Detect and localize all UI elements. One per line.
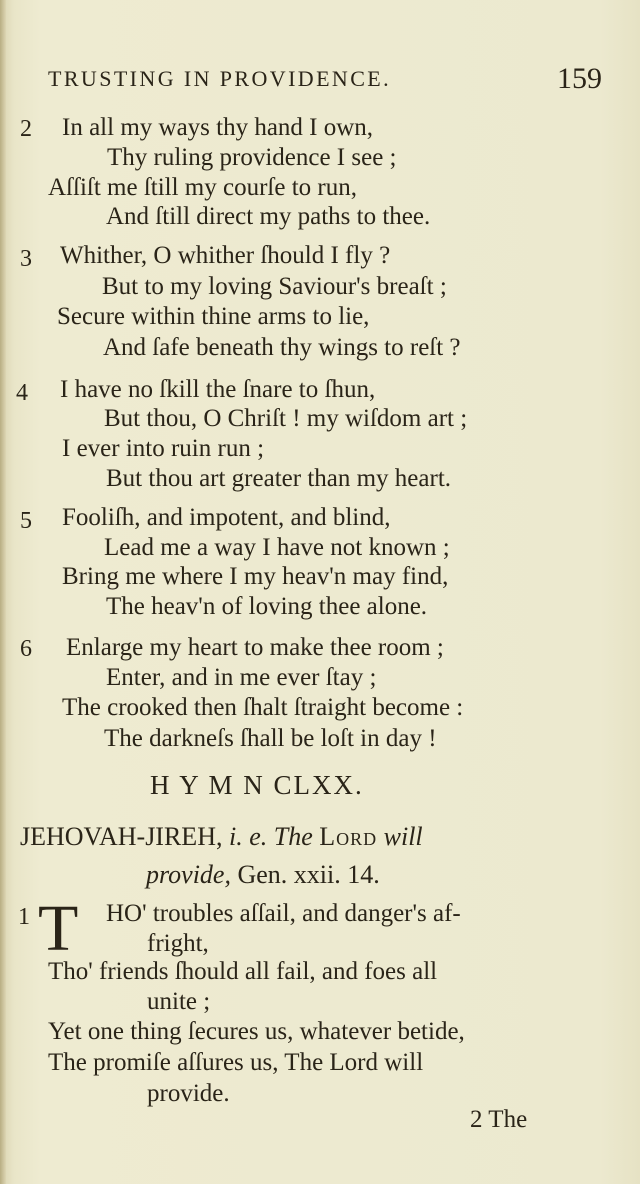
hymn-line: And ſtill direct my paths to thee. bbox=[106, 203, 431, 230]
running-title: TRUSTING IN PROVIDENCE. bbox=[48, 66, 392, 91]
subtitle-will: will bbox=[383, 822, 423, 851]
page-number: 159 bbox=[557, 62, 602, 95]
drop-cap: T bbox=[38, 892, 79, 965]
hymn-line: fright, bbox=[147, 930, 209, 957]
hymn-line: unite ; bbox=[147, 988, 211, 1015]
stanza-number: 2 bbox=[20, 116, 32, 142]
hymn-line: HO' troubles aſſail, and danger's af- bbox=[106, 900, 461, 927]
hymn-line: I ever into ruin run ; bbox=[62, 435, 265, 462]
hymn-line: Fooliſh, and impotent, and blind, bbox=[62, 504, 391, 531]
hymn-subtitle bbox=[20, 818, 560, 894]
hymn-line: The heav'n of loving thee alone. bbox=[106, 593, 428, 620]
hymn-line: But to my loving Saviour's breaſt ; bbox=[102, 273, 447, 300]
hymn-line: provide. bbox=[147, 1080, 230, 1107]
hymn-line: The crooked then ſhalt ſtraight become : bbox=[62, 694, 464, 721]
subtitle-lord: Lord bbox=[319, 822, 378, 851]
subtitle-the: The bbox=[273, 822, 313, 851]
stanza-number: 5 bbox=[20, 508, 32, 534]
stanza-number: 1 bbox=[18, 904, 30, 930]
page-gutter bbox=[0, 0, 6, 1184]
hymn-line: Bring me where I my heav'n may find, bbox=[62, 563, 449, 590]
catchword: 2 The bbox=[470, 1106, 528, 1133]
hymn-line: But thou, O Chriſt ! my wiſdom art ; bbox=[104, 405, 468, 432]
hymn-line: Tho' friends ſhould all fail, and foes all bbox=[48, 958, 438, 985]
running-head bbox=[48, 62, 608, 98]
hymn-line: The darkneſs ſhall be loſt in day ! bbox=[104, 725, 437, 752]
hymn-line: I have no ſkill the ſnare to ſhun, bbox=[60, 376, 376, 403]
hymn-line: The promiſe aſſures us, The Lord will bbox=[48, 1049, 424, 1076]
subtitle-line-1 bbox=[20, 818, 560, 856]
stanza-number: 3 bbox=[20, 246, 32, 272]
hymn-line: Yet one thing ſecures us, whatever betide, bbox=[48, 1018, 465, 1045]
subtitle-title: JEHOVAH-JIREH, bbox=[20, 822, 223, 851]
stanza-number: 4 bbox=[16, 380, 28, 406]
hymn-title: H Y M N CLXX. bbox=[150, 770, 364, 800]
hymn-line: Thy ruling providence I see ; bbox=[107, 144, 397, 171]
hymn-line: Enter, and in me ever ſtay ; bbox=[106, 664, 377, 691]
hymn-line: And ſafe beneath thy wings to reſt ? bbox=[103, 334, 461, 361]
hymn-line: Secure within thine arms to lie, bbox=[57, 303, 370, 330]
hymn-line: Enlarge my heart to make thee room ; bbox=[66, 634, 444, 661]
hymn-line: Aſſiſt me ſtill my courſe to run, bbox=[48, 174, 357, 201]
subtitle-ie: i. e. bbox=[228, 822, 268, 851]
hymn-line: But thou art greater than my heart. bbox=[106, 465, 452, 492]
hymn-line: Whither, O whither ſhould I fly ? bbox=[60, 242, 391, 269]
subtitle-provide: provide, bbox=[146, 860, 231, 889]
subtitle-line-2 bbox=[20, 856, 560, 894]
hymn-line: Lead me a way I have not known ; bbox=[104, 534, 450, 561]
stanza-number: 6 bbox=[20, 636, 32, 662]
subtitle-reference: Gen. xxii. 14. bbox=[237, 860, 380, 889]
hymn-line: In all my ways thy hand I own, bbox=[62, 114, 374, 141]
